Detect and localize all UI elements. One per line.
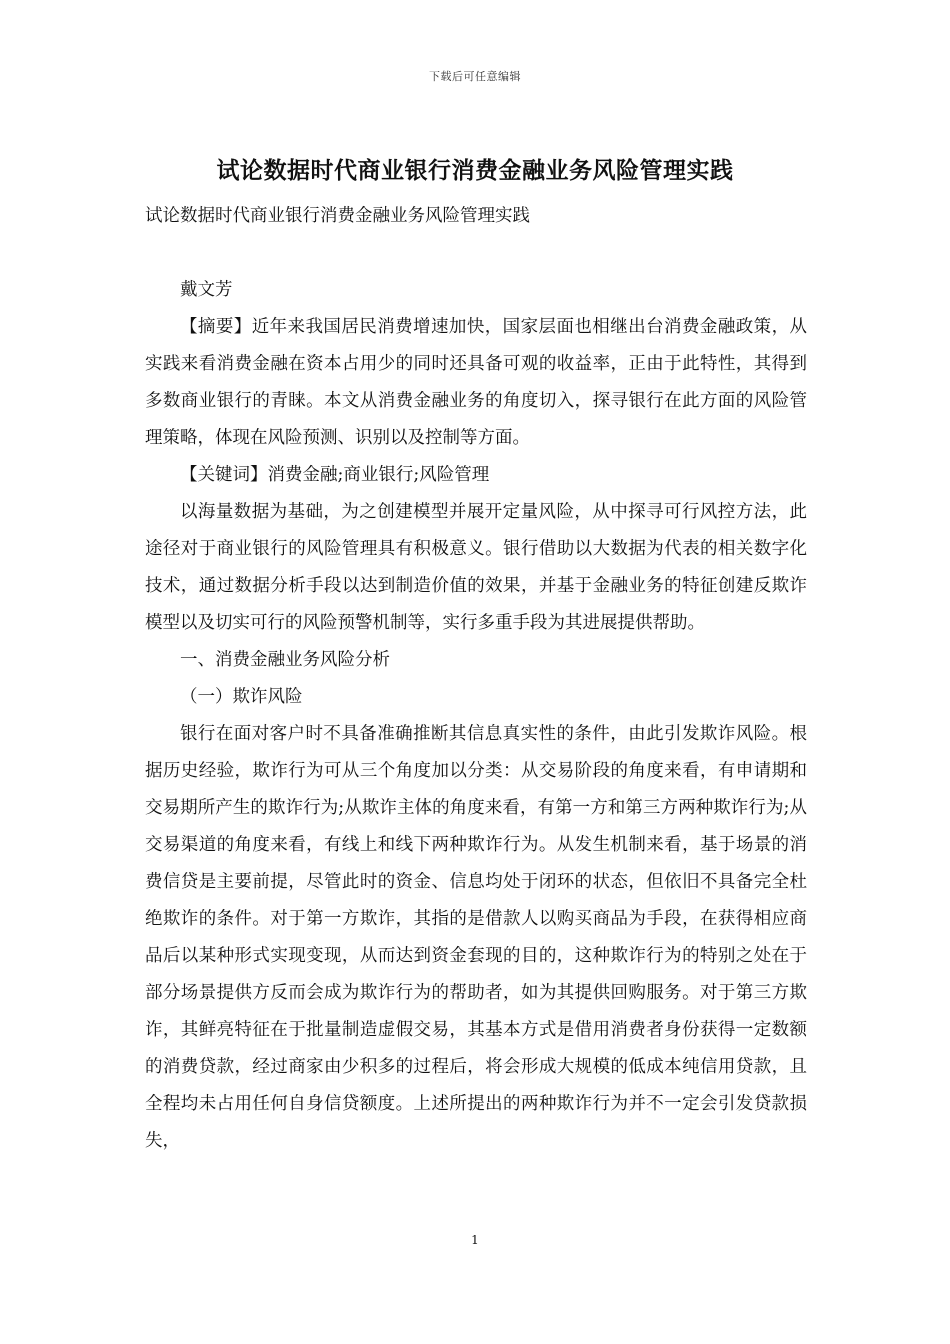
- page-number: 1: [471, 1233, 479, 1247]
- document-title: 试论数据时代商业银行消费金融业务风险管理实践: [216, 158, 734, 184]
- section-heading: 一、消费金融业务风险分析: [180, 650, 390, 670]
- body-paragraph: 银行在面对客户时不具备准确推断其信息真实性的条件，由此引发欺诈风险。根据历史经验，欺诈行为可从三个角度加以分类：从交易阶段的角度来看，有申请期和交易期所产生的欺诈行为;从欺诈主体的角度来看，有第一方和第三方两种欺诈行为;从交易渠道的角度来看，有线上和线下两种欺诈行为。从发生机制来看，基于场景的消费信贷是主要前提，尽管此时的资金、信息均处于闭环的状态，但依旧不具备完全杜绝欺诈的条件。对于第一方欺诈，其指的是借款人以购买商品为手段，在获得相应商品后以某种形式实现变现，从而达到资金套现的目的，这种欺诈行为的特别之处在于部分场景提供方反而会成为欺诈行为的帮助者，如为其提供回购服务。对于第三方欺诈，其鲜亮特征在于批量制造虚假交易，其基本方式是借用消费者身份获得一定数额的消费贷款，经过商家由少积多的过程后，将会形成大规模的低成本纯信用贷款，且全程均未占用任何自身信贷额度。上述所提出的两种欺诈行为并不一定会引发贷款损失，: [145, 724, 807, 1151]
- abstract-paragraph: 【摘要】近年来我国居民消费增速加快，国家层面也相继出台消费金融政策，从实践来看消费金融在资本占用少的同时还具备可观的收益率，正由于此特性，其得到多数商业银行的青睐。本文从消费金融业务的角度切入，探寻银行在此方面的风险管理策略，体现在风险预测、识别以及控制等方面。: [145, 317, 807, 448]
- intro-paragraph: 以海量数据为基础，为之创建模型并展开定量风险，从中探寻可行风控方法，此途径对于商业银行的风险管理具有积极意义。银行借助以大数据为代表的相关数字化技术，通过数据分析手段以达到制造价值的效果，并基于金融业务的特征创建反欺诈模型以及切实可行的风险预警机制等，实行多重手段为其进展提供帮助。: [145, 502, 807, 633]
- document-subtitle: 试论数据时代商业银行消费金融业务风险管理实践: [145, 206, 530, 226]
- document-body: [145, 198, 807, 1160]
- header-note: 下载后可任意编辑: [429, 70, 521, 83]
- subsection-heading: （一）欺诈风险: [180, 687, 303, 707]
- keywords-paragraph: 【关键词】消费金融;商业银行;风险管理: [180, 465, 490, 485]
- author: 戴文芳: [180, 280, 233, 300]
